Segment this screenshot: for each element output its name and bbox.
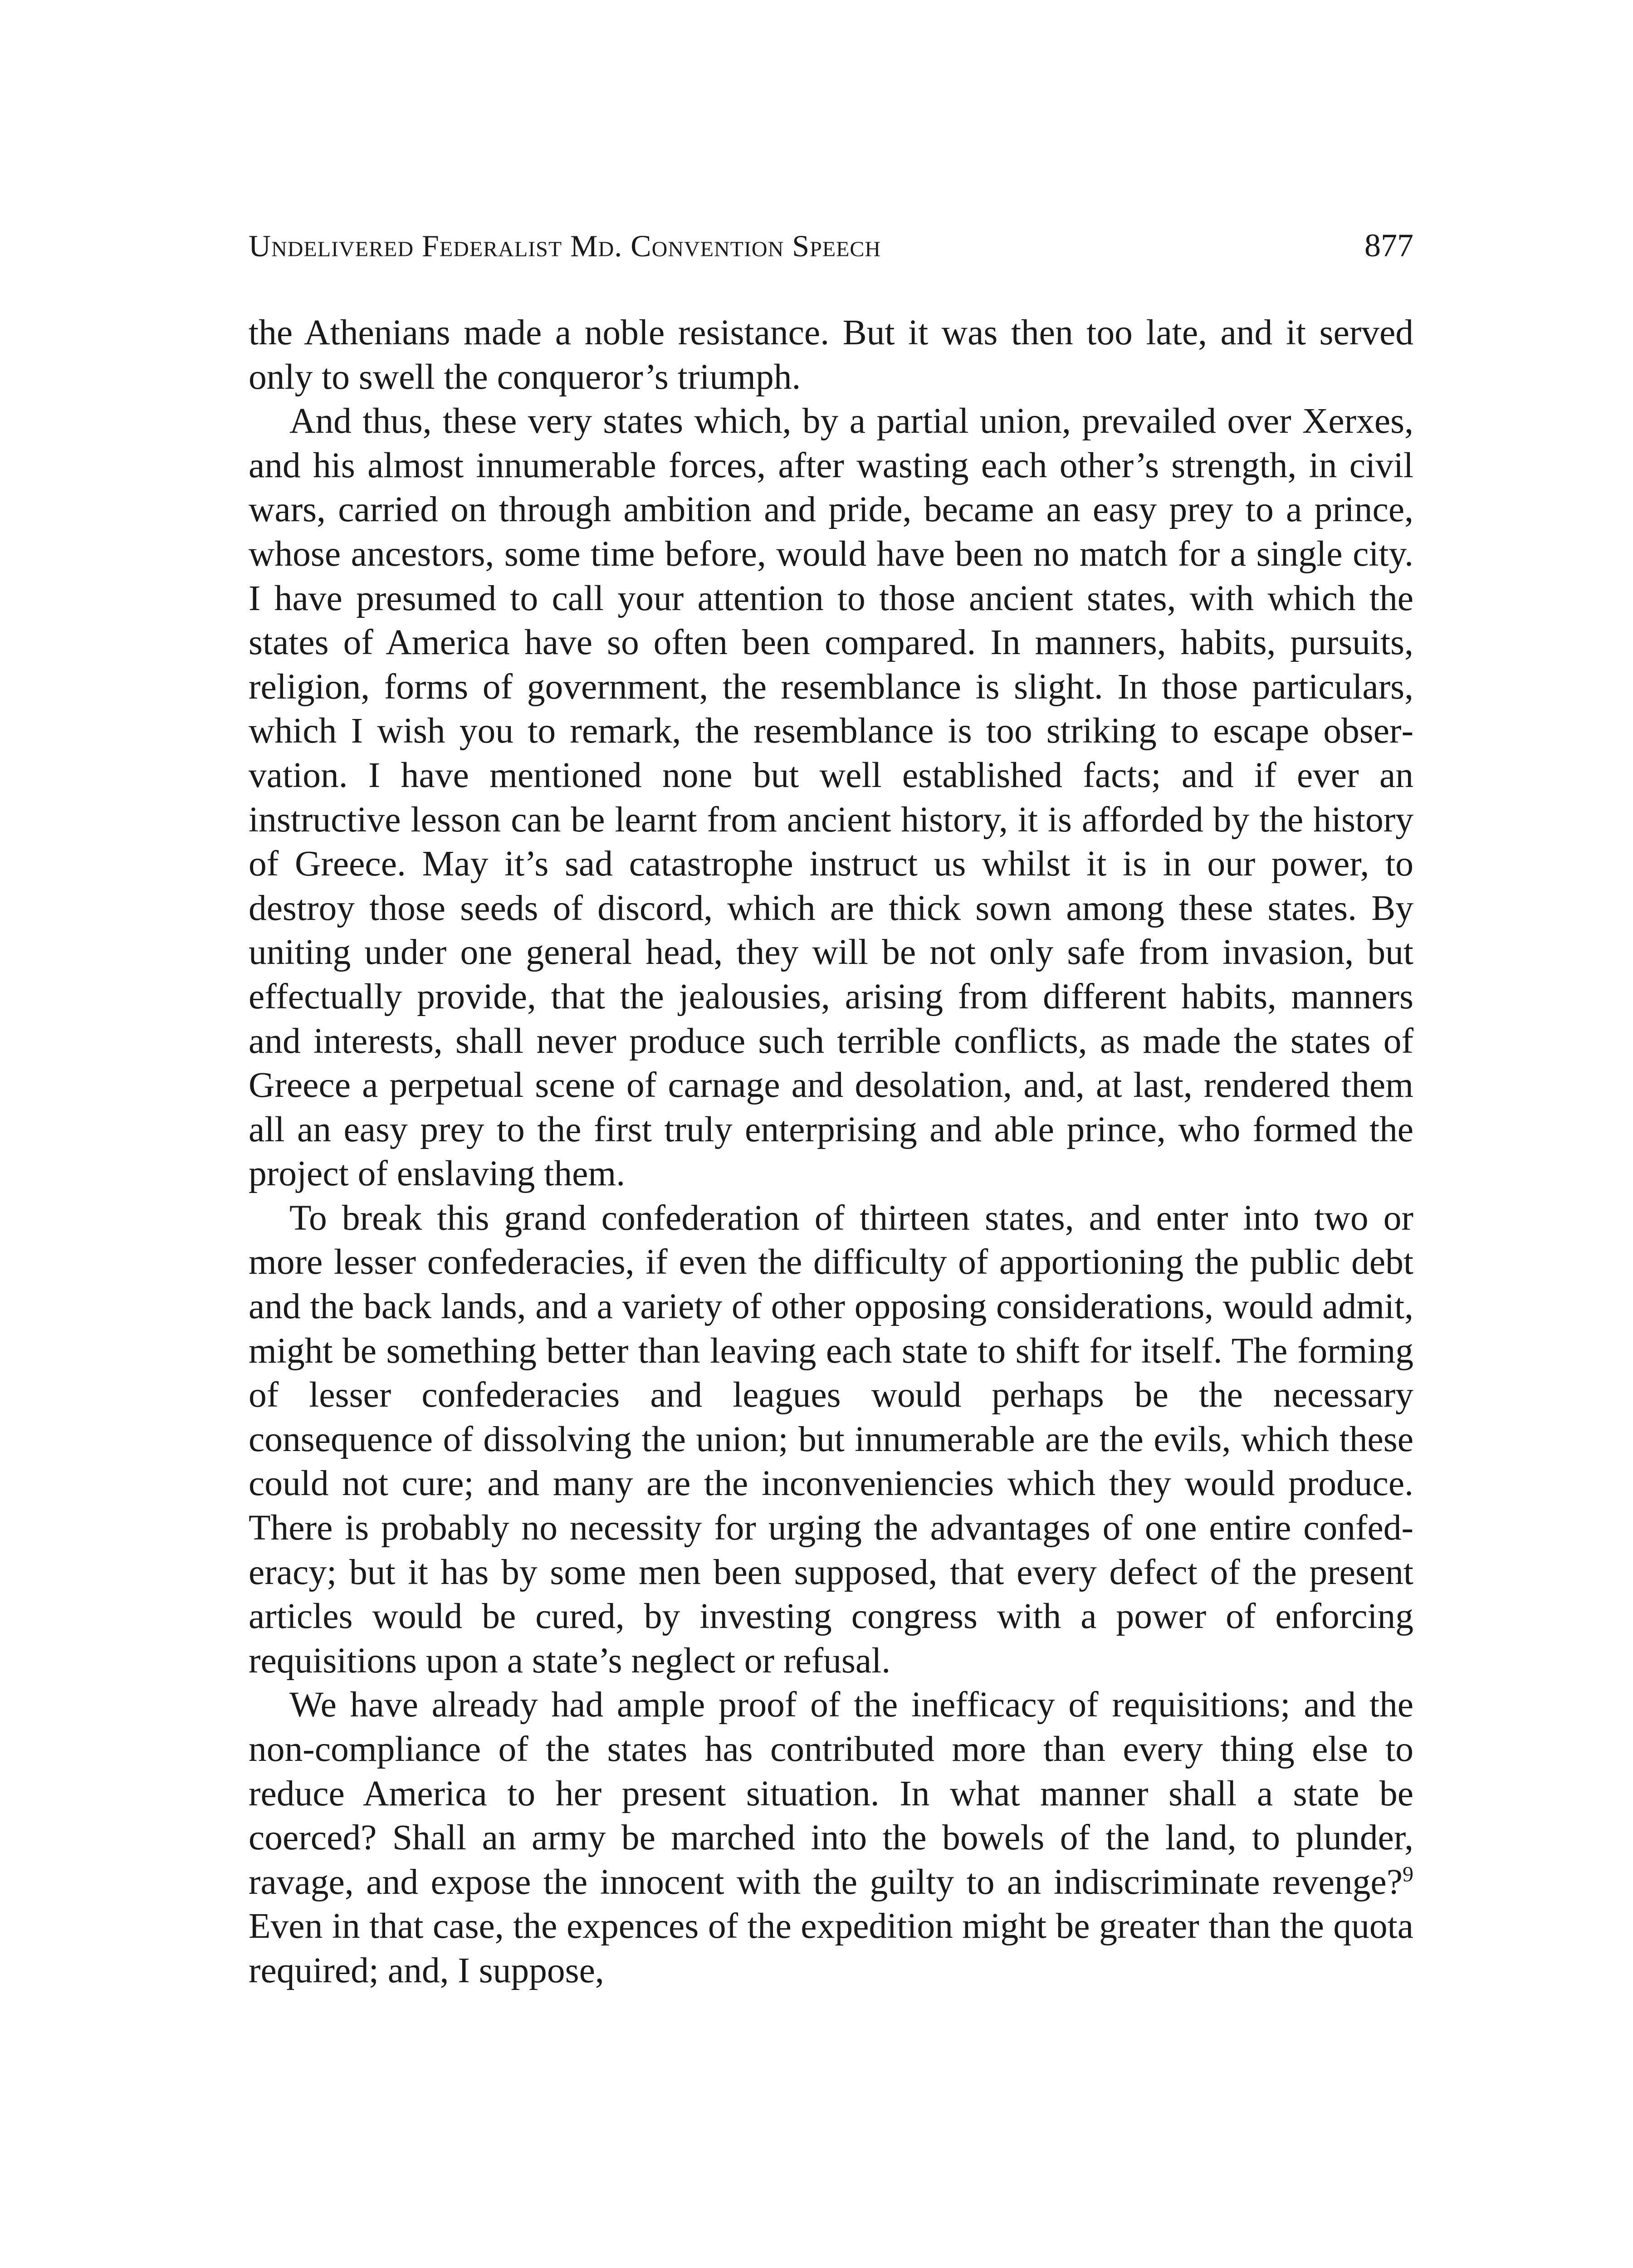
- body-text: [249, 311, 1413, 1993]
- running-title: Undelivered Federalist Md. Convention Speech: [249, 229, 881, 263]
- paragraph-4-text-after-note: Even in that case, the expences of the expedition might be greater than the quota required; and, I suppose,: [249, 1906, 1413, 1990]
- paragraph-2: And thus, these very states which, by a partial union, prevailed over Xerxes, and his almost innumerable forces, after wasting each other’s strength, in civil wars, carried on through ambition and pride, became an easy prey to a prince, whose ancestors, some time before, would have been no match for a single city. I have presumed to call your attention to those ancient states, with which the states of America have so often been compared. In manners, habits, pursuits, religion, forms of government, the resemblance is slight. In those particulars, which I wish you to remark, the resemblance is too striking to escape observation. I have mentioned none but well established facts; and if ever an instructive lesson can be learnt from ancient history, it is afforded by the history of Greece. May it’s sad catastrophe instruct us whilst it is in our power, to destroy those seeds of discord, which are thick sown among these states. By uniting under one general head, they will be not only safe from invasion, but effectually provide, that the jealousies, arising from different habits, manners and interests, shall never produce such terrible conflicts, as made the states of Greece a perpetual scene of carnage and desolation, and, at last, rendered them all an easy prey to the first truly enterprising and able prince, who formed the project of enslaving them.: [249, 401, 1413, 1194]
- paragraph-4-text-before-note: We have already had ample proof of the inefficacy of requisitions; and the non-compliance of the states has contributed more than every thing else to reduce America to her present situation. In what manner shall a state be coerced? Shall an army be marched into the bowels of the land, to plunder, ravage, and expose the innocent with the guilty to an indiscriminate revenge?: [249, 1685, 1413, 1902]
- running-head: [249, 227, 1413, 272]
- page-number: 877: [1364, 227, 1413, 264]
- paragraph-1: the Athenians made a noble resistance. But it was then too late, and it served only to swell the conqueror’s triumph.: [249, 313, 1413, 397]
- footnote-marker: 9: [1403, 1862, 1413, 1887]
- paragraph-4: [249, 1683, 1413, 1993]
- paragraph-3: To break this grand confederation of thirteen states, and enter into two or more lesser confederacies, if even the difficulty of apportioning the public debt and the back lands, and a variety of other opposing considerations, would admit, might be something better than leaving each state to shift for itself. The forming of lesser confederacies and leagues would perhaps be the necessary consequence of dissolving the union; but innumerable are the evils, which these could not cure; and many are the inconveniencies which they would produce. There is probably no necessity for urging the advantages of one entire confederacy; but it has by some men been supposed, that every defect of the present articles would be cured, by investing congress with a power of enforcing requisitions upon a state’s neglect or refusal.: [249, 1198, 1413, 1681]
